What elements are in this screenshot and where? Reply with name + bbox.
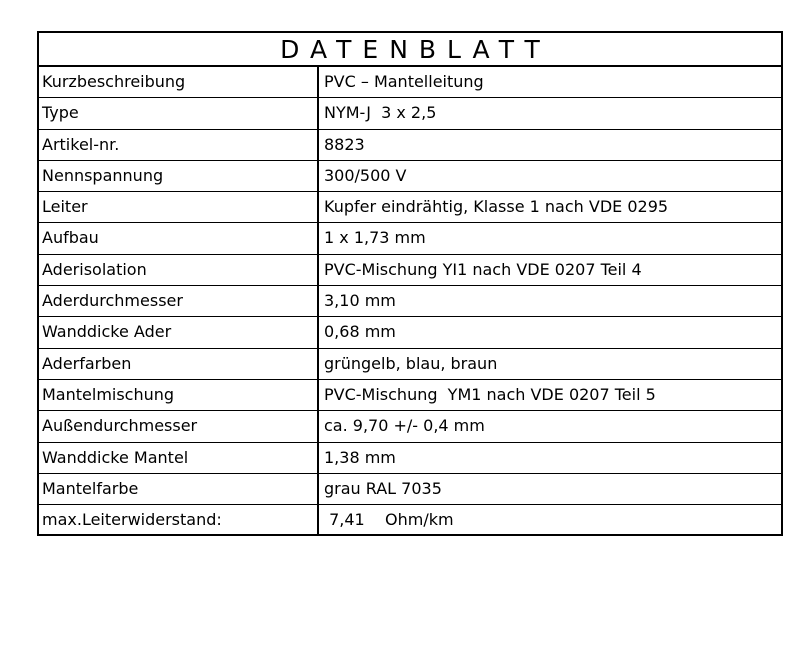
row-value: 0,68 mm bbox=[324, 322, 396, 342]
table-row-leiter bbox=[39, 192, 781, 223]
table-row-max-leiterwiderstand bbox=[39, 505, 781, 536]
row-label: max.Leiterwiderstand: bbox=[39, 505, 319, 536]
row-value: ca. 9,70 +/- 0,4 mm bbox=[324, 416, 485, 436]
row-value: grau RAL 7035 bbox=[324, 478, 442, 498]
table-row-artikel-nr bbox=[39, 130, 781, 161]
row-label: Artikel-nr. bbox=[39, 130, 319, 160]
table-row-aufbau bbox=[39, 223, 781, 254]
row-label: Aderdurchmesser bbox=[39, 286, 319, 316]
datasheet-title: DATENBLATT bbox=[39, 33, 781, 67]
row-value: grüngelb, blau, braun bbox=[324, 353, 498, 373]
row-label: Mantelmischung bbox=[39, 380, 319, 410]
row-label: Aderfarben bbox=[39, 349, 319, 379]
row-value: 1 x 1,73 mm bbox=[324, 228, 426, 248]
row-label: Nennspannung bbox=[39, 161, 319, 191]
table-row-kurzbeschreibung bbox=[39, 67, 781, 98]
row-value: Kupfer eindrähtig, Klasse 1 nach VDE 0295 bbox=[324, 197, 669, 217]
row-value: PVC – Mantelleitung bbox=[324, 72, 484, 91]
table-row-mantelmischung bbox=[39, 380, 781, 411]
table-row-aussendurchmesser bbox=[39, 411, 781, 442]
row-label: Außendurchmesser bbox=[39, 411, 319, 441]
table-row-mantelfarbe bbox=[39, 474, 781, 505]
row-value: PVC-Mischung YI1 nach VDE 0207 Teil 4 bbox=[324, 259, 642, 279]
row-value: 300/500 V bbox=[324, 165, 407, 185]
table-row-wanddicke-mantel bbox=[39, 443, 781, 474]
row-value: 1,38 mm bbox=[324, 447, 396, 467]
row-value: NYM-J 3 x 2,5 bbox=[324, 103, 437, 123]
datasheet-table bbox=[37, 31, 783, 536]
row-label: Aderisolation bbox=[39, 255, 319, 285]
table-row-aderisolation bbox=[39, 255, 781, 286]
row-label: Kurzbeschreibung bbox=[39, 67, 319, 97]
table-row-nennspannung bbox=[39, 161, 781, 192]
row-value: PVC-Mischung YM1 nach VDE 0207 Teil 5 bbox=[324, 384, 656, 404]
row-label: Type bbox=[39, 98, 319, 128]
row-value: 3,10 mm bbox=[324, 291, 396, 311]
row-label: Wanddicke Ader bbox=[39, 317, 319, 347]
table-row-aderdurchmesser bbox=[39, 286, 781, 317]
table-row-wanddicke-ader bbox=[39, 317, 781, 348]
row-value: 8823 bbox=[324, 134, 365, 154]
row-label: Wanddicke Mantel bbox=[39, 443, 319, 473]
row-label: Aufbau bbox=[39, 223, 319, 253]
row-value: 7,41 Ohm/km bbox=[324, 510, 454, 530]
table-row-type bbox=[39, 98, 781, 129]
row-label: Mantelfarbe bbox=[39, 474, 319, 504]
row-label: Leiter bbox=[39, 192, 319, 222]
table-row-aderfarben bbox=[39, 349, 781, 380]
